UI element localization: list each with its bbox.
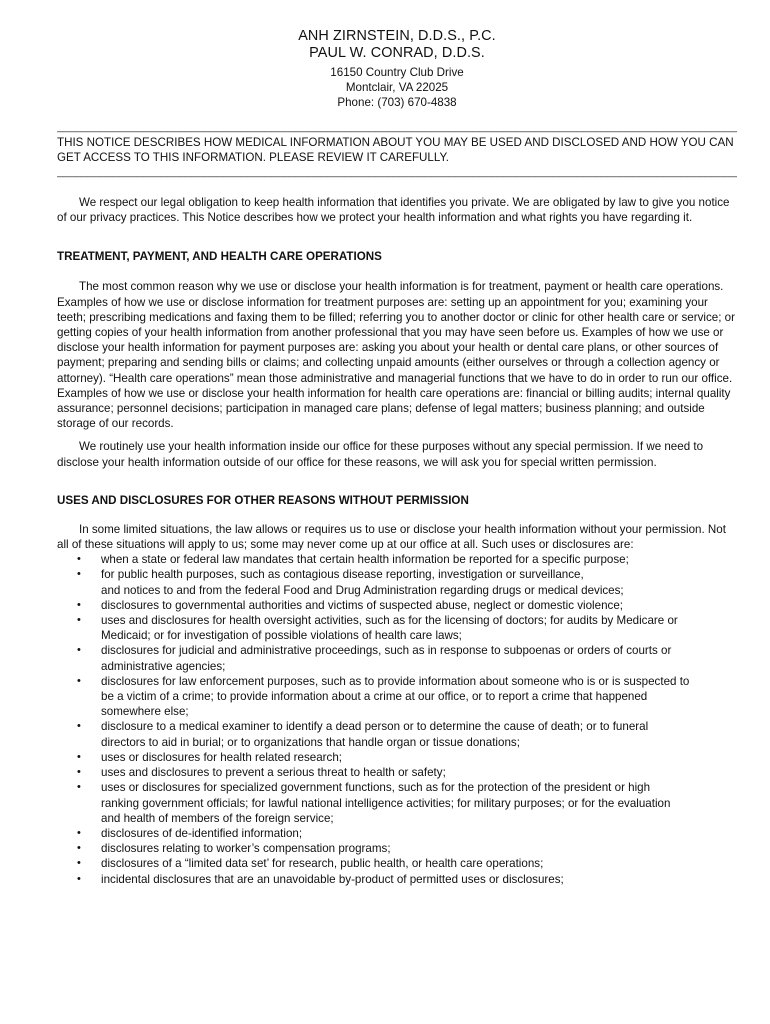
list-item <box>57 826 747 841</box>
list-item-text: uses and disclosures for health oversight activities, such as for the licensing of doctors; for audits by Medicare or Medicaid; or for investigation of possible violations of health care laws; <box>101 614 678 643</box>
list-item <box>57 598 747 613</box>
treatment-paragraph: The most common reason why we use or disclose your health information is for treatment, payment or health care operations. Examples of how we use or disclose information for treatment purposes are: setting up an appointment for you; examining your teeth; prescribing medications and faxing them to be filled; referring you to another doctor or clinic for other health care or service; or getting copies of your health information from another professional that you may have seen before us. Examples of how we use or disclose your health information for payment purposes are: asking you about your health or dental care plans, or other sources of payment; preparing and sending bills or claims; and collecting unpaid amounts (either ourselves or through a collection agency or attorney). “Health care operations” mean those administrative and managerial functions that we have to do in order to run our office. Examples of how we use or disclose your health information for health care operations are: financial or billing audits; internal quality assurance; personnel decisions; participation in managed care plans; defense of legal matters; business planning; and outside storage of our records. <box>57 280 735 431</box>
list-item-text: incidental disclosures that are an unavoidable by-product of permitted uses or disclosures; <box>101 872 564 886</box>
list-item-text: uses and disclosures to prevent a serious threat to health or safety; <box>101 766 446 780</box>
bullet-icon: • <box>77 720 81 733</box>
list-item-text: disclosures of de-identified information; <box>101 826 303 840</box>
list-item <box>57 643 747 673</box>
routine-use-paragraph: We routinely use your health information inside our office for these purposes without any special permission. If we need to disclose your health information outside of our office for these reasons, we will ask you for special written permission. <box>57 440 704 469</box>
list-item-text: when a state or federal law mandates that certain health information be reported for a specific purpose; <box>101 553 629 567</box>
notice-statement: THIS NOTICE DESCRIBES HOW MEDICAL INFORMATION ABOUT YOU MAY BE USED AND DISCLOSED AND HOW YOU CAN GET ACCESS TO THIS INFORMATION. PLEASE REVIEW IT CAREFULLY. <box>57 136 734 164</box>
list-item <box>57 780 747 826</box>
bullet-icon: • <box>77 857 81 870</box>
list-item-text: disclosures of a “limited data set’ for research, public health, or health care operations; <box>101 857 544 871</box>
section-heading-treatment: TREATMENT, PAYMENT, AND HEALTH CARE OPERATIONS <box>57 250 382 264</box>
bullet-icon: • <box>77 781 81 794</box>
list-item-text: disclosures relating to worker’s compensation programs; <box>101 842 391 856</box>
bullet-icon: • <box>77 614 81 627</box>
bullet-icon: • <box>77 766 81 779</box>
list-item-text: disclosures for law enforcement purposes, such as to provide information about someone who is or is suspected to be a victim of a crime; to provide information about a crime at our office, or to report a crime that happened somewhere else; <box>101 674 690 719</box>
list-item <box>57 567 747 597</box>
list-item <box>57 674 747 720</box>
phone-number: Phone: (703) 670-4838 <box>337 96 457 109</box>
bullet-icon: • <box>77 644 81 657</box>
list-item-text: disclosure to a medical examiner to identify a dead person or to determine the cause of death; or to funeral directors to aid in burial; or to organizations that handle organ or tissue donations; <box>101 720 649 749</box>
bullet-icon: • <box>77 674 81 687</box>
practice-name: ANH ZIRNSTEIN, D.D.S., P.C. <box>298 28 496 44</box>
bullet-icon: • <box>77 553 81 566</box>
list-item-text: for public health purposes, such as contagious disease reporting, investigation or surveillance, and notices to and from the federal Food and Drug Administration regarding drugs or medical devices; <box>101 568 624 597</box>
list-item <box>57 750 747 765</box>
list-item-text: disclosures to governmental authorities and victims of suspected abuse, neglect or domestic violence; <box>101 598 623 612</box>
list-item <box>57 613 747 643</box>
doctor-name: PAUL W. CONRAD, D.D.S. <box>309 45 485 61</box>
list-item <box>57 856 747 871</box>
divider-top <box>57 122 737 133</box>
list-item <box>57 552 747 567</box>
intro-paragraph: We respect our legal obligation to keep health information that identifies you private. We are obligated by law to give you notice of our privacy practices. This Notice describes how we protect your health information and what rights you have regarding it. <box>57 196 730 225</box>
list-item <box>57 841 747 856</box>
list-item-text: disclosures for judicial and administrative proceedings, such as in response to subpoenas or orders of courts or administrative agencies; <box>101 644 672 673</box>
list-item-text: uses or disclosures for health related research; <box>101 750 343 764</box>
list-item <box>57 872 747 887</box>
section-heading-uses: USES AND DISCLOSURES FOR OTHER REASONS WITHOUT PERMISSION <box>57 493 469 507</box>
bullet-icon: • <box>77 842 81 855</box>
street-address: 16150 Country Club Drive <box>330 66 464 79</box>
city-state-zip: Montclair, VA 22025 <box>345 81 449 94</box>
bullet-icon: • <box>77 568 81 581</box>
bullet-icon: • <box>77 872 81 885</box>
uses-intro-paragraph: In some limited situations, the law allows or requires us to use or disclose your health information without your permission. Not all of these situations will apply to us; some may never come up at our office at all. Such uses or disclosures are: <box>57 522 726 552</box>
list-item-text: uses or disclosures for specialized government functions, such as for the protection of the president or high ranking government officials; for lawful national intelligence activities; for military purposes; or for the evaluation and health of members of the foreign service; <box>101 781 671 825</box>
divider-bottom <box>57 167 737 178</box>
list-item <box>57 765 747 780</box>
bullet-icon: • <box>77 750 81 763</box>
bullet-icon: • <box>77 826 81 839</box>
letterhead <box>57 28 737 110</box>
list-item <box>57 719 747 749</box>
bullet-icon: • <box>77 598 81 611</box>
disclosures-list <box>57 552 747 886</box>
